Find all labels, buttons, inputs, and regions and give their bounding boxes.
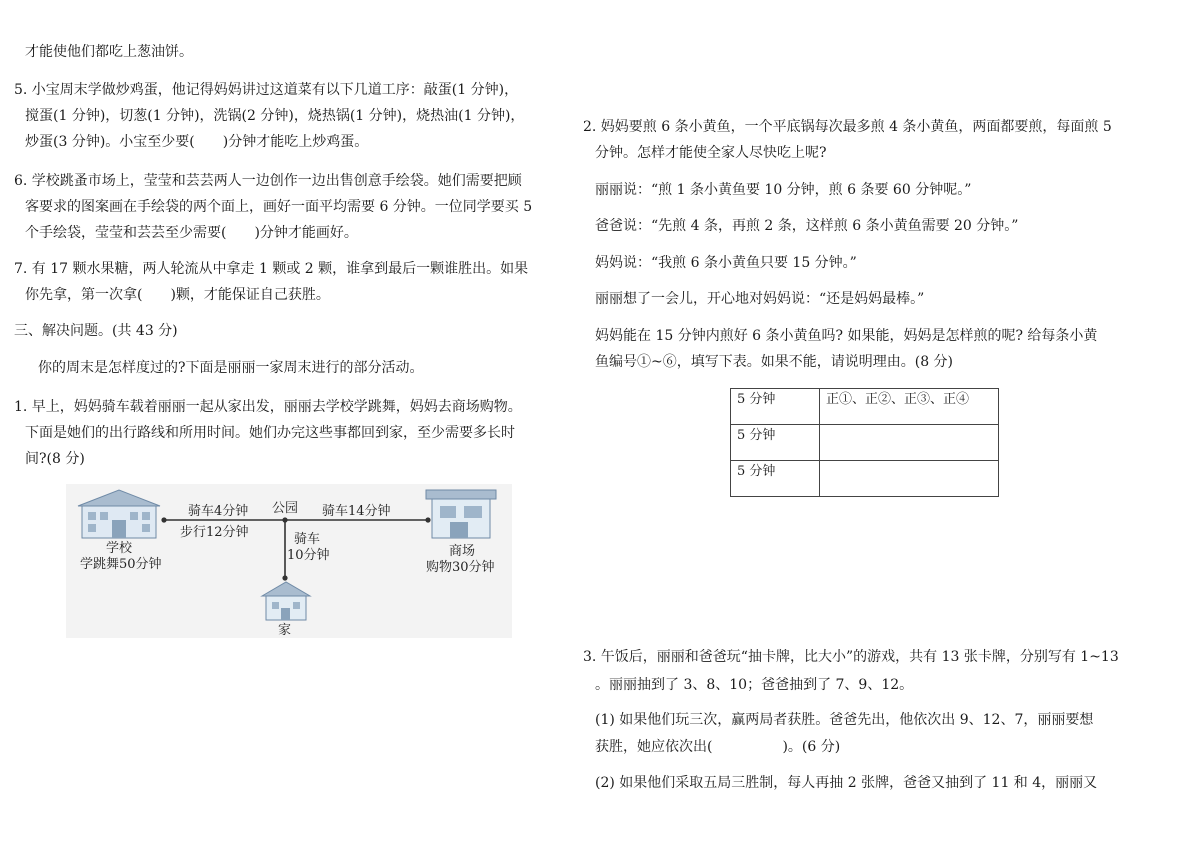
park-label: 公园 bbox=[272, 501, 299, 516]
problem-2-line: 分钟。怎样才能使全家人尽快吃上呢? bbox=[595, 145, 827, 161]
question-5-line: 搅蛋(1 分钟)，切葱(1 分钟)，洗锅(2 分钟)，烧热锅(1 分钟)，烧热油(1 分钟)， bbox=[25, 108, 525, 124]
question-6-line: 个手绘袋，莹莹和芸芸至少需要( )分钟才能画好。 bbox=[25, 225, 358, 241]
mall-activity-label: 购物30分钟 bbox=[426, 560, 495, 575]
question-6-line: 6. 学校跳蚤市场上，莹莹和芸芸两人一边创作一边出售创意手绘袋。她们需要把顾 bbox=[14, 173, 522, 189]
problem-1-line: 间?(8 分) bbox=[25, 451, 85, 467]
mall-icon bbox=[426, 490, 496, 538]
frying-schedule-table bbox=[730, 388, 999, 497]
table-cell-fill[interactable] bbox=[820, 461, 999, 497]
bike-time-label: 10分钟 bbox=[287, 548, 330, 563]
dialogue-line: 爸爸说：“先煎 4 条，再煎 2 条，这样煎 6 条小黄鱼需要 20 分钟。” bbox=[595, 218, 1019, 234]
table-row bbox=[731, 389, 999, 425]
dialogue-line: 妈妈说：“我煎 6 条小黄鱼只要 15 分钟。” bbox=[595, 255, 857, 271]
dialogue-line: 丽丽想了一会儿，开心地对妈妈说：“还是妈妈最棒。” bbox=[595, 291, 925, 307]
section-intro: 你的周末是怎样度过的?下面是丽丽一家周末进行的部分活动。 bbox=[38, 360, 424, 376]
school-label: 学校 bbox=[105, 541, 132, 556]
question-6-line: 客要求的图案画在手绘袋的两个面上，画好一面平均需要 6 分钟。一位同学要买 5 bbox=[25, 199, 533, 215]
walk-time-label: 步行12分钟 bbox=[180, 525, 249, 540]
problem-2-question: 鱼编号①~⑥，填写下表。如果不能，请说明理由。(8 分) bbox=[595, 354, 954, 370]
school-icon bbox=[78, 490, 160, 538]
problem-1-line: 1. 早上，妈妈骑车载着丽丽一起从家出发，丽丽去学校学跳舞，妈妈去商场购物。 bbox=[14, 399, 522, 415]
problem-3-line: 。丽丽抽到了 3、8、10；爸爸抽到了 7、9、12。 bbox=[595, 677, 914, 693]
bike-label: 骑车 bbox=[294, 532, 321, 547]
text-line: 才能使他们都吃上葱油饼。 bbox=[25, 44, 193, 60]
problem-2-question: 妈妈能在 15 分钟内煎好 6 条小黄鱼吗? 如果能，妈妈是怎样煎的呢? 给每条小黄 bbox=[595, 328, 1098, 344]
problem-1-line: 下面是她们的出行路线和所用时间。她们办完这些事都回到家，至少需要多长时 bbox=[25, 425, 515, 441]
dialogue-line: 丽丽说：“煎 1 条小黄鱼要 10 分钟，煎 6 条要 60 分钟呢。” bbox=[595, 182, 972, 198]
table-row bbox=[731, 425, 999, 461]
home-icon bbox=[262, 582, 310, 620]
route-map bbox=[66, 484, 512, 638]
table-row bbox=[731, 461, 999, 497]
table-cell-time: 5 分钟 bbox=[731, 425, 820, 461]
table-cell-time: 5 分钟 bbox=[731, 461, 820, 497]
question-7-line: 7. 有 17 颗水果糖，两人轮流从中拿走 1 颗或 2 颗，谁拿到最后一颗谁胜出。如果 bbox=[14, 261, 529, 277]
problem-3-part-1: (1) 如果他们玩三次，赢两局者获胜。爸爸先出，他依次出 9、12、7，丽丽要想 bbox=[595, 712, 1094, 728]
problem-3-part-1: 获胜，她应依次出( )。(6 分) bbox=[595, 739, 841, 755]
mall-label: 商场 bbox=[448, 544, 475, 559]
table-cell-fill[interactable] bbox=[820, 425, 999, 461]
bike-time-label: 骑车4分钟 bbox=[188, 504, 249, 519]
question-7-line: 你先拿，第一次拿( )颗，才能保证自己获胜。 bbox=[25, 287, 330, 303]
question-5-line: 炒蛋(3 分钟)。小宝至少要( )分钟才能吃上炒鸡蛋。 bbox=[25, 134, 369, 150]
problem-2-line: 2. 妈妈要煎 6 条小黄鱼，一个平底锅每次最多煎 4 条小黄鱼，两面都要煎，每面煎 5 bbox=[583, 119, 1112, 135]
section-heading: 三、解决问题。(共 43 分) bbox=[14, 323, 178, 339]
problem-3-line: 3. 午饭后，丽丽和爸爸玩“抽卡牌，比大小”的游戏，共有 13 张卡牌，分别写有 1~13 bbox=[583, 649, 1119, 665]
question-5-line: 5. 小宝周末学做炒鸡蛋，他记得妈妈讲过这道菜有以下几道工序：敲蛋(1 分钟)， bbox=[14, 82, 519, 98]
school-activity-label: 学跳舞50分钟 bbox=[80, 557, 162, 572]
table-cell-time: 5 分钟 bbox=[731, 389, 820, 425]
problem-3-part-2: (2) 如果他们采取五局三胜制，每人再抽 2 张牌，爸爸又抽到了 11 和 4，丽丽又 bbox=[595, 775, 1098, 791]
table-cell-fill[interactable]: 正①、正②、正③、正④ bbox=[820, 389, 999, 425]
home-label: 家 bbox=[278, 623, 292, 638]
bike-time-label: 骑车14分钟 bbox=[322, 504, 391, 519]
